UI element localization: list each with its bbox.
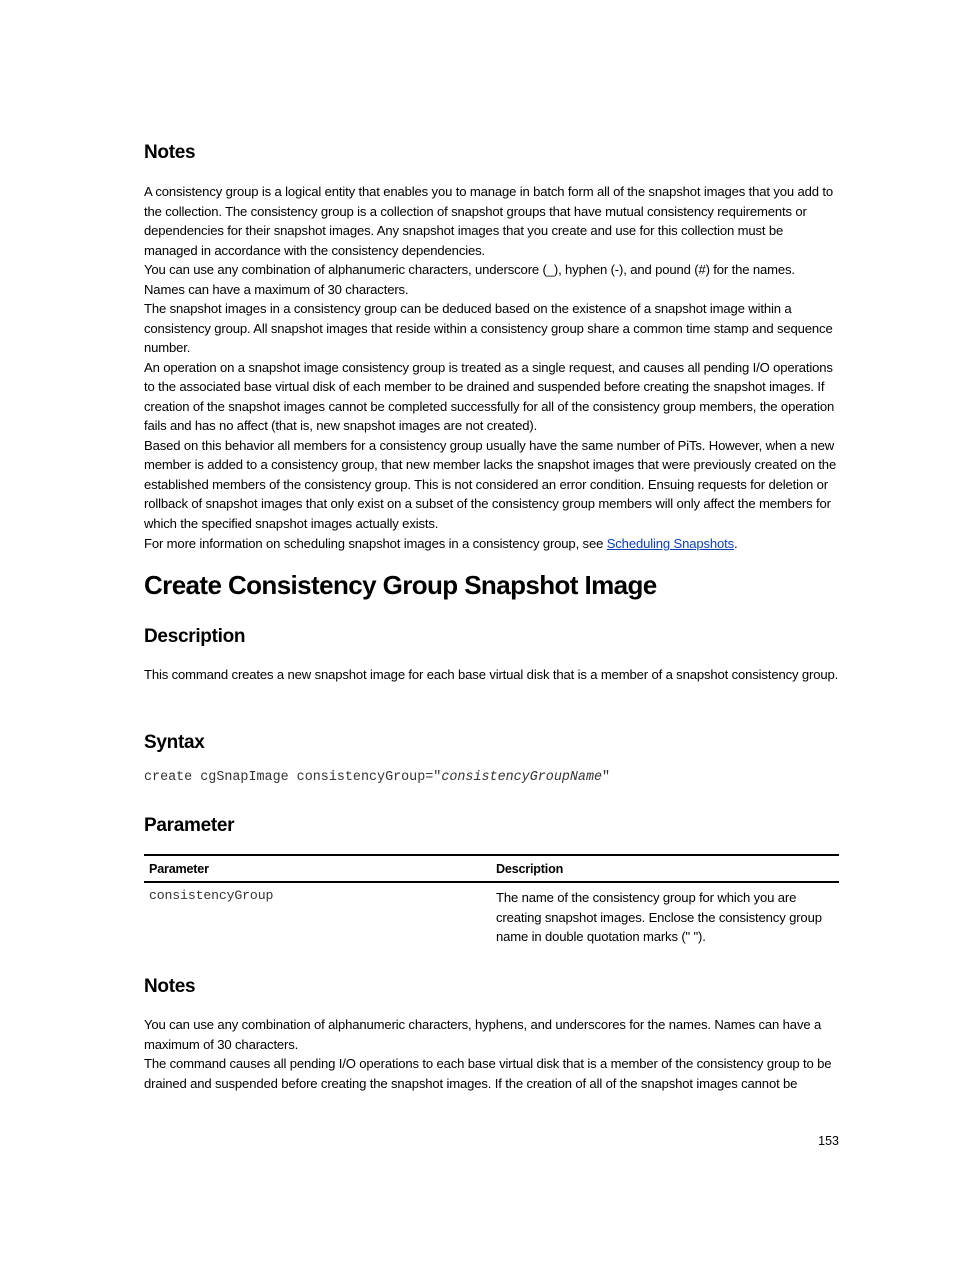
notes-paragraph: The command causes all pending I/O operations to each base virtual disk that is a member of the consistency group to be drained and suspended before creating the snapshot images. If the creation of all of the snapshot images cannot be — [144, 1056, 832, 1091]
notes-paragraph: You can use any combination of alphanumeric characters, underscore (_), hyphen (-), and pound (#) for the names. Names can have a maximum of 30 characters. — [144, 262, 795, 297]
notes-heading: Notes — [144, 976, 196, 997]
more-info-suffix: . — [734, 536, 738, 551]
notes-heading: Notes — [144, 142, 196, 163]
notes-body — [144, 1015, 839, 1093]
parameter-description-cell: The name of the consistency group for which you are creating snapshot images. Enclose the consistency group name in double quotation marks (" "). — [496, 890, 822, 944]
notes-paragraph: Based on this behavior all members for a consistency group usually have the same number of PiTs. However, when a new member is added to a consistency group, that new member lacks the snapshot images that were previously created on the established members of the consistency group. This is not considered an error condition. Ensuing requests for deletion or rollback of snapshot images that only exist on a subset of the consistency group members will only affect the members for which the specified snapshot images actually exists. — [144, 437, 837, 531]
syntax-code — [144, 770, 610, 785]
parameter-table — [144, 854, 839, 947]
more-info-paragraph — [144, 534, 839, 554]
description-heading: Description — [144, 626, 246, 647]
syntax-code-suffix: " — [602, 770, 611, 785]
syntax-heading: Syntax — [144, 732, 205, 753]
notes-paragraph: An operation on a snapshot image consistency group is treated as a single request, and causes all pending I/O operations to the associated base virtual disk of each member to be drained and suspended before creating the snapshot images. If creation of the snapshot images cannot be completed successfully for all of the consistency group members, the operation fails and has no affect (that is, new snapshot images are not created). — [144, 359, 835, 433]
notes-body — [144, 182, 839, 554]
notes-paragraph: The snapshot images in a consistency group can be deduced based on the existence of a snapshot image within a consistency group. All snapshot images that reside within a consistency group share a common time stamp and sequence number. — [144, 301, 833, 355]
section-title: Create Consistency Group Snapshot Image — [144, 570, 657, 600]
parameter-name-cell: consistencyGroup — [149, 888, 274, 903]
syntax-code-prefix: create cgSnapImage consistencyGroup=" — [144, 770, 442, 785]
page-number: 153 — [818, 1134, 839, 1148]
syntax-code-variable: consistencyGroupName — [441, 770, 603, 785]
table-header-row — [144, 855, 839, 882]
column-header-parameter: Parameter — [144, 855, 491, 882]
description-paragraph: This command creates a new snapshot image for each base virtual disk that is a member of a snapshot consistency group. — [144, 667, 839, 682]
notes-paragraph: A consistency group is a logical entity that enables you to manage in batch form all of the snapshot images that you add to the collection. The consistency group is a collection of snapshot groups that have mutual consistency requirements or dependencies for their snapshot images. Any snapshot images that you create and use for this collection must be managed in accordance with the consistency dependencies. — [144, 184, 834, 258]
column-header-description: Description — [491, 855, 839, 882]
more-info-text: For more information on scheduling snapshot images in a consistency group, see — [144, 536, 607, 551]
notes-paragraph: You can use any combination of alphanumeric characters, hyphens, and underscores for the names. Names can have a maximum of 30 characters. — [144, 1017, 822, 1052]
parameter-heading: Parameter — [144, 815, 235, 836]
description-text — [144, 665, 839, 685]
table-row — [144, 882, 839, 947]
scheduling-snapshots-link[interactable]: Scheduling Snapshots — [606, 536, 735, 551]
